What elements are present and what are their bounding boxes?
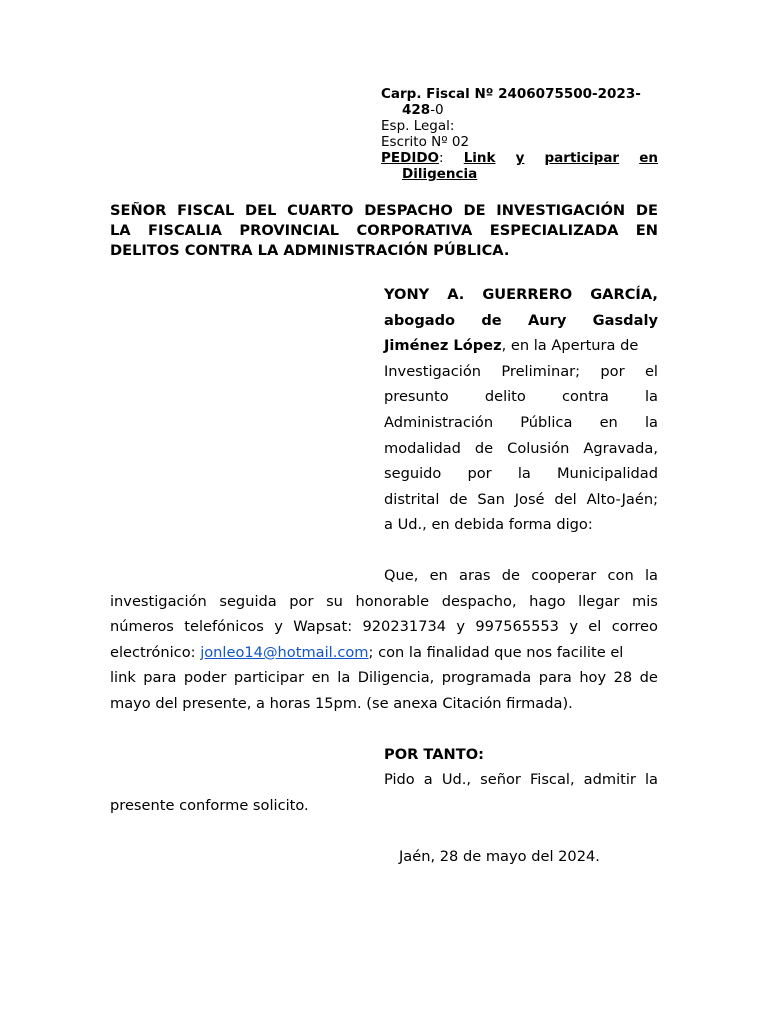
word: SEÑOR	[110, 202, 167, 219]
case-header	[381, 86, 658, 182]
email-label: electrónico:	[110, 643, 201, 661]
word: por	[600, 362, 625, 380]
word: DESPACHO	[364, 202, 453, 219]
word: EN	[635, 222, 658, 239]
request-paragraph-line	[110, 614, 658, 640]
word: a	[423, 771, 433, 788]
word: José	[514, 490, 545, 508]
word: Wapsat:	[293, 618, 353, 636]
request-label: PEDIDO	[381, 150, 440, 166]
word: números	[110, 618, 174, 636]
word: ESPECIALIZADA	[489, 222, 619, 239]
word: la	[644, 413, 658, 431]
request-colon: :	[439, 150, 444, 166]
word: Preliminar;	[501, 362, 581, 380]
word: y	[456, 618, 466, 636]
legal-specialist: Esp. Legal:	[381, 118, 455, 134]
request-text: ; con la finalidad que nos facilite el	[368, 643, 624, 661]
word: Diligencia,	[357, 669, 435, 687]
intro-line	[384, 282, 658, 308]
word: Alto-Jaén;	[586, 490, 658, 508]
word: poder	[183, 669, 227, 687]
word: para	[143, 669, 177, 687]
word: en	[599, 413, 618, 431]
intro-paragraph	[384, 282, 658, 538]
word: la	[517, 465, 531, 483]
word: de	[639, 669, 658, 687]
case-number-continuation	[381, 102, 658, 118]
closing-line	[110, 767, 658, 793]
word: modalidad	[384, 439, 461, 457]
word: su	[326, 592, 343, 610]
request-paragraph-line	[110, 640, 658, 666]
intro-line	[384, 410, 658, 436]
word: la	[337, 669, 351, 687]
request-word: y	[515, 150, 525, 166]
word: Gasdaly	[592, 311, 658, 329]
word: la	[644, 567, 658, 584]
word: abogado	[384, 311, 456, 329]
intro-line: a Ud., en debida forma digo:	[384, 516, 593, 534]
intro-line	[384, 308, 658, 334]
word: y	[569, 618, 578, 636]
word: telefónicos	[184, 618, 264, 636]
word: mis	[632, 592, 658, 610]
request-subject-continuation: Diligencia	[402, 166, 478, 182]
word: honorable	[355, 592, 430, 610]
word: la	[645, 388, 658, 406]
addressee	[110, 201, 658, 261]
word: presunto	[384, 388, 449, 406]
word: Administración	[384, 413, 494, 431]
intro-line	[384, 461, 658, 487]
word: PROVINCIAL	[239, 222, 340, 239]
word: INVESTIGACIÓN	[496, 202, 626, 219]
case-number: Carp. Fiscal Nº 2406075500-2023-	[381, 86, 641, 102]
closing-line: presente conforme solicito.	[110, 796, 309, 814]
word: para	[538, 669, 572, 687]
request-paragraph-line	[110, 563, 658, 589]
word: hoy	[579, 669, 607, 687]
intro-line	[384, 333, 658, 359]
word: investigación	[110, 592, 207, 610]
word: señor	[480, 771, 521, 788]
word: en	[429, 567, 448, 584]
document-date: Jaén, 28 de mayo del 2024.	[399, 848, 600, 865]
request-paragraph	[110, 563, 658, 717]
case-number-suffix: -0	[430, 102, 444, 118]
phone-number: 997565553	[475, 618, 559, 636]
case-number-bold-part: 428	[402, 102, 431, 118]
word: hago	[529, 592, 566, 610]
word: link	[110, 669, 136, 687]
word: delito	[484, 388, 526, 406]
word: correo	[611, 618, 658, 636]
word: de	[449, 490, 468, 508]
intro-line	[384, 436, 658, 462]
word: de	[474, 439, 494, 457]
word: seguido	[384, 465, 442, 483]
word: Pública	[520, 413, 573, 431]
word: del	[554, 490, 577, 508]
word: CUARTO	[287, 202, 354, 219]
word: 28	[613, 669, 633, 687]
therefore-heading: POR TANTO:	[384, 746, 484, 763]
intro-line	[384, 359, 658, 385]
word: el	[644, 362, 658, 380]
intro-line	[384, 384, 658, 410]
word: y	[274, 618, 283, 636]
request-word: participar	[544, 150, 620, 166]
request-paragraph-line: mayo del presente, a horas 15pm. (se anexa Citación firmada).	[110, 694, 573, 712]
word: Que,	[384, 567, 419, 584]
request-word: Link	[463, 150, 496, 166]
word: seguida	[219, 592, 277, 610]
word: el	[588, 618, 602, 636]
word: por	[467, 465, 492, 483]
word: LA	[110, 222, 131, 239]
addressee-line-2	[110, 221, 658, 241]
word: llegar	[578, 592, 620, 610]
word: GUERRERO	[482, 286, 573, 303]
addressee-line-3: DELITOS CONTRA LA ADMINISTRACIÓN PÚBLICA.	[110, 242, 510, 259]
word: admitir	[583, 771, 636, 788]
request-word: en	[639, 150, 658, 166]
word: con	[607, 567, 634, 584]
word: DE	[635, 202, 658, 219]
client-name: Jiménez López	[384, 337, 502, 355]
word: Ud.,	[441, 771, 472, 788]
word: despacho,	[441, 592, 517, 610]
word: distrital	[384, 490, 440, 508]
word: Investigación	[384, 362, 482, 380]
intro-line	[384, 487, 658, 513]
intro-text: , en la Apertura de	[501, 337, 639, 355]
request-paragraph-line	[110, 589, 658, 615]
word: Pido	[384, 771, 415, 788]
word: de	[481, 311, 502, 329]
word: Agravada,	[583, 439, 658, 457]
request-paragraph-line	[110, 665, 658, 691]
word: contra	[561, 388, 609, 406]
word: por	[289, 592, 314, 610]
word: San	[477, 490, 505, 508]
word: GARCÍA,	[590, 286, 658, 303]
addressee-line-1	[110, 201, 658, 221]
word: A.	[447, 286, 465, 303]
word: FISCAL	[177, 202, 235, 219]
word: la	[644, 771, 658, 788]
word: CORPORATIVA	[356, 222, 473, 239]
word: programada	[441, 669, 532, 687]
email-link[interactable]: jonleo14@hotmail.com	[200, 643, 369, 661]
word: Fiscal,	[529, 771, 575, 788]
word: aras	[459, 567, 491, 584]
phone-number: 920231734	[362, 618, 447, 636]
request-line	[381, 150, 658, 166]
word: Colusión	[507, 439, 570, 457]
word: en	[311, 669, 330, 687]
document-number: Escrito Nº 02	[381, 134, 470, 150]
closing-paragraph	[110, 767, 658, 818]
word: DEL	[245, 202, 277, 219]
word: DE	[463, 202, 486, 219]
word: FISCALIA	[148, 222, 222, 239]
word: Municipalidad	[556, 465, 658, 483]
word: de	[501, 567, 520, 584]
word: participar	[233, 669, 305, 687]
word: Aury	[527, 311, 567, 329]
word: YONY	[384, 286, 430, 303]
word: cooperar	[531, 567, 597, 584]
